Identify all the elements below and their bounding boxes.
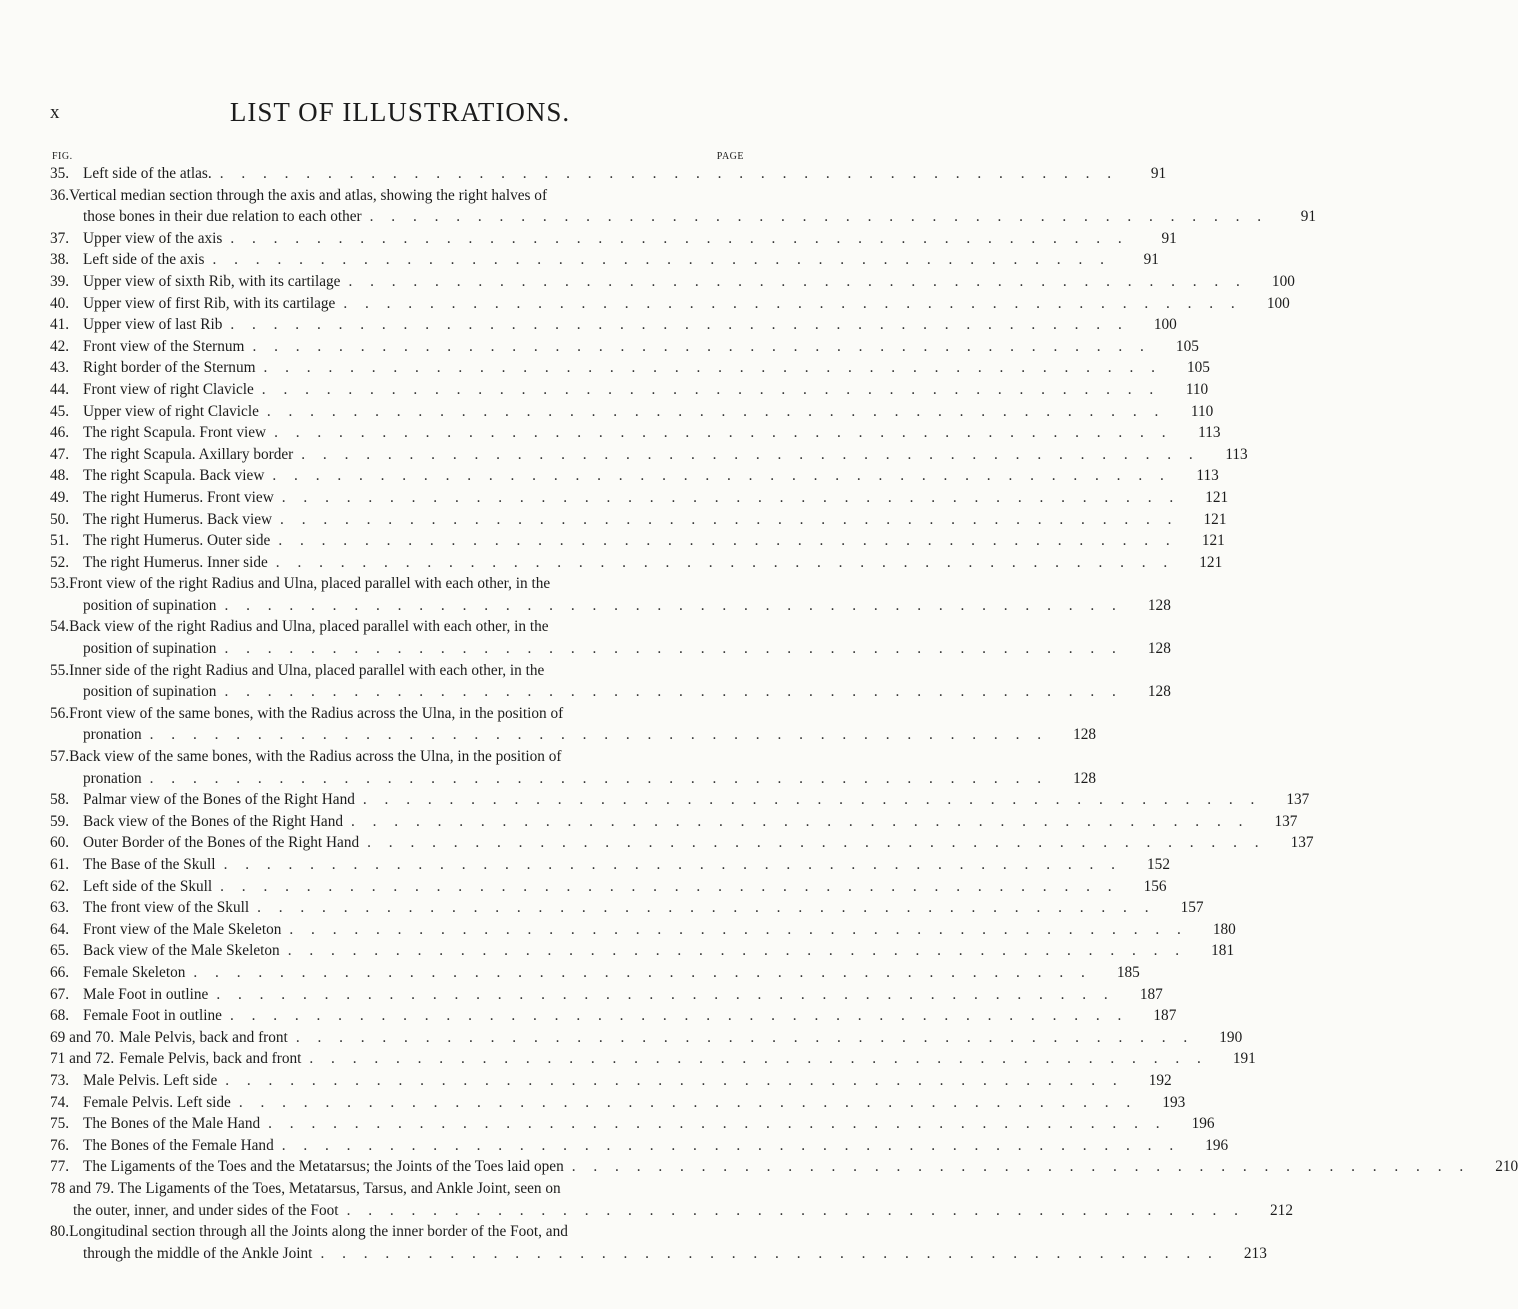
list-item (50, 444, 1248, 466)
list-item (50, 616, 1171, 659)
illustration-list (50, 163, 1518, 1264)
figure-caption: Upper view of first Rib, with its cartilage (83, 294, 336, 312)
list-item (50, 919, 1236, 941)
page-ref: 210 (1495, 1158, 1518, 1176)
list-item (50, 552, 1223, 574)
leader-dots: . . . . . . . . . . . . . . . . . . . . . . . . . . . . . . . . . . . . . . . . . . (571, 1158, 1471, 1176)
list-item (50, 1113, 1215, 1135)
figure-caption: The right Humerus. Inner side (83, 553, 268, 571)
list-item (50, 271, 1295, 293)
leader-dots: . . . . . . . . . . . . . . . . . . . . . . . . . . . . . . . . . . . . . . . . . . (193, 963, 1092, 981)
figure-number: 71 and 72. (50, 1050, 115, 1068)
figure-number: 49. (50, 488, 70, 506)
page-ref: 212 (1270, 1201, 1293, 1219)
figure-number: 75. (50, 1115, 70, 1133)
page-ref: 193 (1162, 1093, 1186, 1111)
figure-number: 66. (50, 963, 70, 981)
list-item (50, 228, 1177, 250)
figure-caption: The Base of the Skull (83, 856, 216, 873)
list-item (50, 1156, 1518, 1178)
figure-caption: Front view of the right Radius and Ulna, placed parallel with each other, in the (69, 575, 551, 593)
list-item (50, 962, 1140, 984)
page-ref: 110 (1190, 402, 1214, 420)
figure-caption: The Ligaments of the Toes and the Metatarsus; the Joints of the Toes laid open (83, 1158, 564, 1176)
list-item (50, 465, 1219, 487)
page-ref: 91 (1150, 165, 1167, 182)
page-ref: 192 (1148, 1071, 1172, 1089)
page-ref: 128 (1147, 683, 1171, 701)
figure-caption: The Bones of the Female Hand (83, 1136, 274, 1154)
figure-caption: Palmar view of the Bones of the Right Hand (83, 791, 355, 809)
list-item (50, 573, 1171, 616)
figure-caption: Right border of the Sternum (83, 359, 256, 377)
leader-dots: . . . . . . . . . . . . . . . . . . . . . . . . . . . . . . . . . . . . . . . . . . (274, 424, 1173, 442)
leader-dots: . . . . . . . . . . . . . . . . . . . . . . . . . . . . . . . . . . . . . . . . . . (230, 316, 1129, 334)
leader-dots: . . . . . . . . . . . . . . . . . . . . . . . . . . . . . . . . . . . . . . . . . . (230, 229, 1129, 247)
figure-number: 52. (50, 553, 70, 571)
figure-number: 80. (50, 1223, 70, 1241)
leader-dots: . . . . . . . . . . . . . . . . . . . . . . . . . . . . . . . . . . . . . . . . . . (223, 856, 1122, 873)
leader-dots: . . . . . . . . . . . . . . . . . . . . . . . . . . . . . . . . . . . . . . . . . . (348, 272, 1247, 290)
figure-caption: Upper view of last Rib (83, 316, 223, 334)
figure-caption: Left side of the axis (83, 251, 205, 269)
page-ref: 157 (1180, 899, 1204, 917)
page-ref: 128 (1147, 596, 1171, 614)
figure-caption-continued: through the middle of the Ankle Joint (83, 1244, 313, 1262)
figure-number: 36. (50, 186, 70, 204)
figure-caption-continued: position of supination (83, 683, 217, 701)
figure-caption: Back view of the Bones of the Right Hand (83, 812, 343, 830)
page-ref: 121 (1201, 532, 1225, 550)
leader-dots: . . . . . . . . . . . . . . . . . . . . . . . . . . . . . . . . . . . . . . . . . . (149, 769, 1049, 787)
figure-number: 46. (50, 424, 70, 442)
figure-number: 42. (50, 337, 70, 355)
list-item (50, 660, 1171, 703)
running-title: LIST OF ILLUSTRATIONS. (229, 97, 571, 127)
figure-number: 61. (50, 856, 70, 873)
figure-caption-continued: position of supination (83, 596, 217, 614)
list-item (50, 876, 1167, 898)
list-item (50, 422, 1221, 444)
figure-caption: Front view of the Sternum (83, 337, 245, 355)
leader-dots: . . . . . . . . . . . . . . . . . . . . . . . . . . . . . . . . . . . . . . . . . . (281, 1136, 1181, 1154)
figure-number: 41. (50, 316, 70, 334)
figure-caption: Vertical median section through the axis and atlas, showing the right halves of (69, 186, 548, 204)
leader-dots: . . . . . . . . . . . . . . . . . . . . . . . . . . . . . . . . . . . . . . . . . . (281, 488, 1181, 506)
leader-dots: . . . . . . . . . . . . . . . . . . . . . . . . . . . . . . . . . . . . . . . . . . (224, 683, 1123, 701)
figure-caption: The right Humerus. Back view (83, 510, 273, 528)
figure-caption-continued: those bones in their due relation to each other (83, 208, 362, 226)
leader-dots: . . . . . . . . . . . . . . . . . . . . . . . . . . . . . . . . . . . . . . . . . . (263, 359, 1162, 377)
figure-caption: The right Humerus. Front view (83, 488, 274, 506)
figure-number: 51. (50, 532, 70, 550)
page-ref: 105 (1186, 359, 1210, 377)
list-item (50, 1070, 1172, 1092)
page-ref: 113 (1198, 424, 1221, 442)
figure-caption: The right Scapula. Axillary border (83, 445, 294, 463)
leader-dots: . . . . . . . . . . . . . . . . . . . . . . . . . . . . . . . . . . . . . . . . . . (278, 532, 1177, 550)
list-item (50, 1005, 1177, 1027)
page-number: x (50, 102, 60, 123)
list-item (50, 746, 1097, 789)
leader-dots: . . . . . . . . . . . . . . . . . . . . . . . . . . . . . . . . . . . . . . . . . . (280, 510, 1179, 528)
figure-caption: Upper view of right Clavicle (83, 402, 259, 420)
figure-number: 48. (50, 467, 70, 485)
figure-number: 73. (50, 1071, 70, 1089)
list-item (50, 163, 1167, 185)
leader-dots: . . . . . . . . . . . . . . . . . . . . . . . . . . . . . . . . . . . . . . . . . . (224, 596, 1123, 614)
leader-dots: . . . . . . . . . . . . . . . . . . . . . . . . . . . . . . . . . . . . . . . . . . (289, 920, 1188, 938)
figure-number: 40. (50, 294, 70, 312)
list-item (50, 314, 1177, 336)
page-ref: 128 (1073, 769, 1097, 787)
figure-number: 57. (50, 748, 70, 766)
page-ref: 180 (1212, 920, 1236, 938)
figure-caption: Female Foot in outline (83, 1007, 222, 1025)
figure-number: 38. (50, 251, 70, 269)
figure-number: 58. (50, 791, 70, 809)
figure-caption: Front view of the Male Skeleton (83, 920, 282, 938)
list-item (50, 789, 1310, 811)
page-ref: 196 (1191, 1115, 1215, 1133)
leader-dots: . . . . . . . . . . . . . . . . . . . . . . . . . . . . . . . . . . . . . . . . . . (272, 467, 1171, 485)
figure-caption: Front view of right Clavicle (83, 380, 254, 398)
leader-dots: . . . . . . . . . . . . . . . . . . . . . . . . . . . . . . . . . . . . . . . . . . (252, 337, 1151, 355)
page-ref: 121 (1203, 510, 1227, 528)
list-item (50, 984, 1163, 1006)
figure-caption: Back view of the Male Skeleton (83, 942, 280, 960)
figure-number: 47. (50, 445, 70, 463)
figure-caption-continued: the outer, inner, and under sides of the Foot (73, 1201, 339, 1219)
page-ref: 213 (1243, 1244, 1267, 1262)
list-item (50, 293, 1290, 315)
list-item (50, 401, 1214, 423)
figure-caption: Front view of the same bones, with the Radius across the Ulna, in the position of (69, 704, 564, 722)
page-ref: 137 (1286, 791, 1310, 809)
figure-caption: Female Skeleton (83, 963, 186, 981)
figure-caption: Male Pelvis, back and front (119, 1028, 288, 1046)
figure-number: 35. (50, 165, 70, 182)
figure-number: 43. (50, 359, 70, 377)
page-ref: 113 (1225, 445, 1248, 463)
leader-dots: . . . . . . . . . . . . . . . . . . . . . . . . . . . . . . . . . . . . . . . . . . (149, 726, 1049, 744)
page-ref: 91 (1143, 251, 1159, 269)
page-ref: 128 (1073, 726, 1097, 744)
page-ref: 91 (1161, 229, 1177, 247)
figure-number: 64. (50, 920, 70, 938)
page-ref: 113 (1196, 467, 1219, 485)
figure-caption: Longitudinal section through all the Joints along the inner border of the Foot, and (69, 1223, 568, 1241)
figure-caption: The right Scapula. Back view (83, 467, 265, 485)
leader-dots: . . . . . . . . . . . . . . . . . . . . . . . . . . . . . . . . . . . . . . . . . . (369, 208, 1269, 226)
list-item (50, 1092, 1186, 1114)
list-item (50, 1135, 1229, 1157)
page-ref: 121 (1199, 553, 1223, 571)
figure-caption: Back view of the right Radius and Ulna, placed parallel with each other, in the (69, 618, 549, 636)
list-item (50, 249, 1159, 271)
figure-caption: Upper view of the axis (83, 229, 223, 247)
figure-number: 56. (50, 704, 70, 722)
list-item (50, 1178, 1293, 1221)
leader-dots: . . . . . . . . . . . . . . . . . . . . . . . . . . . . . . . . . . . . . . . . . . (275, 553, 1175, 571)
figure-number: 59. (50, 812, 70, 830)
figure-caption: The Ligaments of the Toes, Metatarsus, Tarsus, and Ankle Joint, seen on (117, 1179, 561, 1197)
leader-dots: . . . . . . . . . . . . . . . . . . . . . . . . . . . . . . . . . . . . . . . . . . (220, 877, 1119, 895)
figure-number: 65. (50, 942, 70, 960)
list-item (50, 940, 1235, 962)
leader-dots: . . . . . . . . . . . . . . . . . . . . . . . . . . . . . . . . . . . . . . . . . . (224, 640, 1123, 658)
figure-number: 68. (50, 1007, 70, 1025)
leader-dots: . . . . . . . . . . . . . . . . . . . . . . . . . . . . . . . . . . . . . . . . . . (216, 985, 1115, 1003)
page-ref: 100 (1153, 316, 1177, 334)
fig-column-header: FIG. (52, 151, 73, 162)
leader-dots: . . . . . . . . . . . . . . . . . . . . . . . . . . . . . . . . . . . . . . . . . . (309, 1050, 1208, 1068)
figure-number: 74. (50, 1093, 70, 1111)
list-item (50, 530, 1225, 552)
page-ref: 100 (1271, 272, 1295, 290)
leader-dots: . . . . . . . . . . . . . . . . . . . . . . . . . . . . . . . . . . . . . . . . . . (212, 251, 1111, 269)
figure-caption: Female Pelvis, back and front (119, 1050, 302, 1068)
figure-number: 54. (50, 618, 70, 636)
page-ref: 110 (1185, 380, 1209, 398)
list-item (50, 357, 1210, 379)
figure-number: 55. (50, 661, 70, 679)
list-item (50, 509, 1227, 531)
figure-caption-continued: pronation (83, 726, 142, 744)
leader-dots: . . . . . . . . . . . . . . . . . . . . . . . . . . . . . . . . . . . . . . . . . . (320, 1244, 1219, 1262)
figure-number: 67. (50, 985, 70, 1003)
figure-number: 60. (50, 834, 70, 852)
list-item (50, 185, 1317, 228)
leader-dots: . . . . . . . . . . . . . . . . . . . . . . . . . . . . . . . . . . . . . . . . . . (225, 1071, 1124, 1089)
page-ref: 152 (1147, 856, 1170, 873)
list-item (50, 1221, 1267, 1264)
leader-dots: . . . . . . . . . . . . . . . . . . . . . . . . . . . . . . . . . . . . . . . . . . (351, 812, 1250, 830)
leader-dots: . . . . . . . . . . . . . . . . . . . . . . . . . . . . . . . . . . . . . . . . . . (346, 1201, 1245, 1219)
figure-caption: The front view of the Skull (83, 899, 250, 917)
figure-number: 76. (50, 1136, 70, 1154)
figure-number: 78 and 79. (50, 1179, 115, 1197)
list-item (50, 854, 1170, 876)
page-ref: 91 (1300, 208, 1317, 226)
leader-dots: . . . . . . . . . . . . . . . . . . . . . . . . . . . . . . . . . . . . . . . . . . (266, 402, 1166, 420)
figure-caption-continued: position of supination (83, 640, 217, 658)
figure-caption: The right Scapula. Front view (83, 424, 267, 442)
figure-caption: Left side of the atlas. (83, 165, 212, 182)
list-item (50, 897, 1204, 919)
figure-caption: The Bones of the Male Hand (83, 1115, 261, 1133)
leader-dots: . . . . . . . . . . . . . . . . . . . . . . . . . . . . . . . . . . . . . . . . . . (268, 1115, 1167, 1133)
figure-number: 69 and 70. (50, 1028, 115, 1046)
list-item (50, 379, 1209, 401)
figure-caption: Male Foot in outline (83, 985, 209, 1003)
figure-number: 50. (50, 510, 70, 528)
figure-caption: Upper view of sixth Rib, with its cartilage (83, 272, 341, 290)
leader-dots: . . . . . . . . . . . . . . . . . . . . . . . . . . . . . . . . . . . . . . . . . . (362, 791, 1262, 809)
figure-number: 63. (50, 899, 70, 917)
figure-caption: Outer Border of the Bones of the Right Hand (83, 834, 360, 852)
figure-caption: The right Humerus. Outer side (83, 532, 271, 550)
list-item (50, 487, 1229, 509)
list-item (50, 811, 1298, 833)
list-item (50, 703, 1097, 746)
page-ref: 191 (1232, 1050, 1256, 1068)
leader-dots: . . . . . . . . . . . . . . . . . . . . . . . . . . . . . . . . . . . . . . . . . . (287, 942, 1187, 960)
page-ref: 156 (1143, 877, 1167, 895)
page-ref: 196 (1205, 1136, 1229, 1154)
figure-number: 62. (50, 877, 70, 895)
figure-number: 37. (50, 229, 70, 247)
leader-dots: . . . . . . . . . . . . . . . . . . . . . . . . . . . . . . . . . . . . . . . . . . (367, 834, 1266, 852)
page-ref: 137 (1290, 834, 1314, 852)
leader-dots: . . . . . . . . . . . . . . . . . . . . . . . . . . . . . . . . . . . . . . . . . . (295, 1028, 1195, 1046)
page-ref: 185 (1116, 963, 1140, 981)
list-item (50, 832, 1314, 854)
figure-caption: Inner side of the right Radius and Ulna, placed parallel with each other, in the (69, 661, 545, 679)
figure-number: 39. (50, 272, 70, 290)
page-ref: 100 (1266, 294, 1290, 312)
figure-number: 45. (50, 402, 70, 420)
page-ref: 128 (1147, 640, 1171, 658)
list-item (50, 1027, 1243, 1049)
page-ref: 105 (1175, 337, 1199, 355)
page-column-header: PAGE (716, 151, 744, 162)
figure-number: 44. (50, 380, 70, 398)
leader-dots: . . . . . . . . . . . . . . . . . . . . . . . . . . . . . . . . . . . . . . . . . . (219, 165, 1119, 182)
leader-dots: . . . . . . . . . . . . . . . . . . . . . . . . . . . . . . . . . . . . . . . . . . (257, 899, 1156, 917)
figure-number: 53. (50, 575, 70, 593)
leader-dots: . . . . . . . . . . . . . . . . . . . . . . . . . . . . . . . . . . . . . . . . . . (343, 294, 1242, 312)
page-ref: 121 (1205, 488, 1229, 506)
page-ref: 137 (1274, 812, 1298, 830)
figure-number: 77. (50, 1158, 70, 1176)
leader-dots: . . . . . . . . . . . . . . . . . . . . . . . . . . . . . . . . . . . . . . . . . . (261, 380, 1161, 398)
leader-dots: . . . . . . . . . . . . . . . . . . . . . . . . . . . . . . . . . . . . . . . . . . (229, 1007, 1129, 1025)
figure-caption-continued: pronation (83, 769, 142, 787)
page-ref: 181 (1211, 942, 1235, 960)
list-item (50, 336, 1199, 358)
page-ref: 190 (1219, 1028, 1243, 1046)
figure-caption: Back view of the same bones, with the Radius across the Ulna, in the position of (69, 748, 562, 766)
leader-dots: . . . . . . . . . . . . . . . . . . . . . . . . . . . . . . . . . . . . . . . . . . (301, 445, 1200, 463)
leader-dots: . . . . . . . . . . . . . . . . . . . . . . . . . . . . . . . . . . . . . . . . . . (238, 1093, 1138, 1111)
figure-caption: Male Pelvis. Left side (83, 1071, 218, 1089)
page-ref: 187 (1139, 985, 1163, 1003)
figure-caption: Left side of the Skull (83, 877, 213, 895)
list-item (50, 1048, 1256, 1070)
page-ref: 187 (1153, 1007, 1177, 1025)
figure-caption: Female Pelvis. Left side (83, 1093, 231, 1111)
